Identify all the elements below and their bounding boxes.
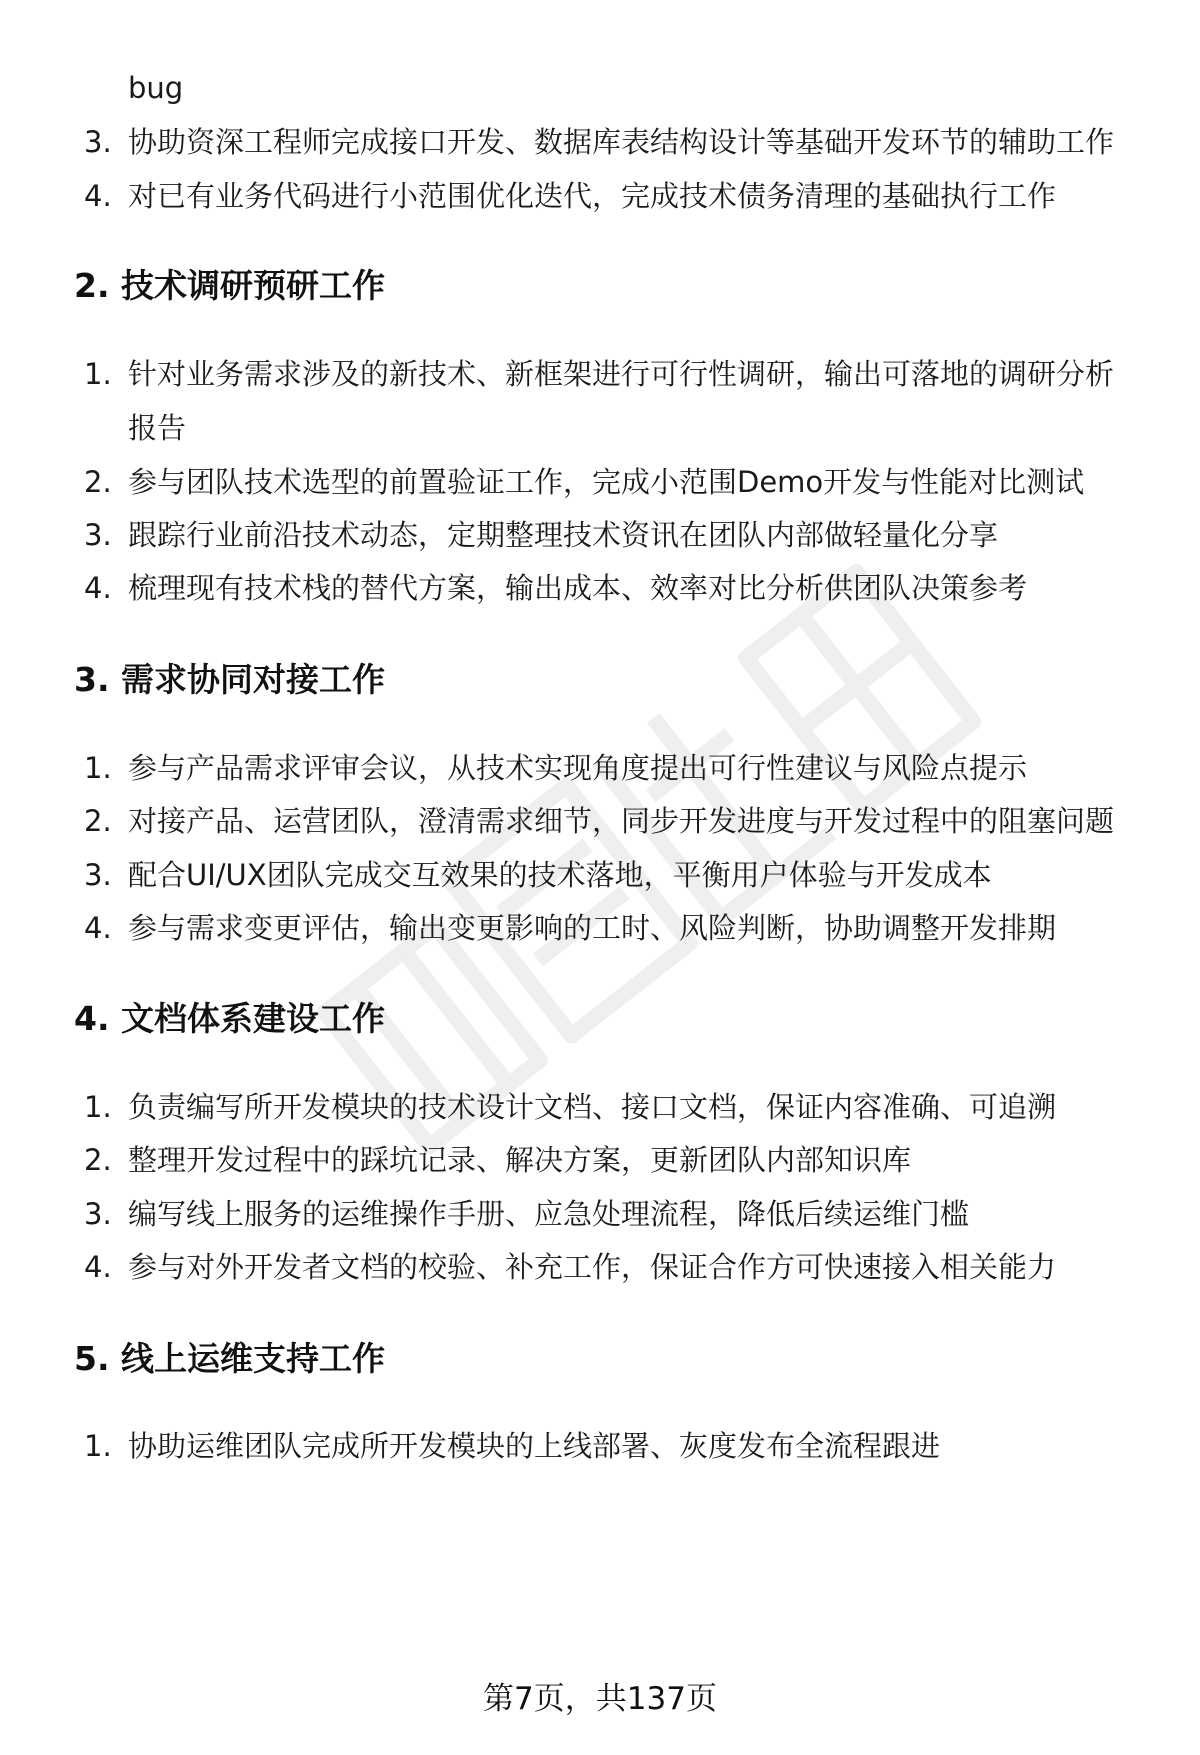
section-heading: 5. 线上运维支持工作 [74,1339,385,1378]
section-heading: 4. 文档体系建设工作 [74,999,385,1038]
list-item-number: 1. [84,751,112,785]
list-item-text: 针对业务需求涉及的新技术、新框架进行可行性调研，输出可落地的调研分析 [128,357,1115,391]
list-item-number: 4. [84,571,112,605]
list-item-number: 3. [84,518,112,552]
list-item-number: 3. [84,858,112,892]
list-item-number: 3. [84,1197,112,1231]
list-item-text: 参与产品需求评审会议，从技术实现角度提出可行性建议与风险点提示 [128,751,1028,785]
list-item-text: 梳理现有技术栈的替代方案，输出成本、效率对比分析供团队决策参考 [128,571,1028,605]
list-item-continuation: 报告 [128,411,187,445]
list-item-text: 协助资深工程师完成接口开发、数据库表结构设计等基础开发环节的辅助工作 [128,125,1115,159]
list-item-number: 1. [84,1429,112,1463]
list-item-number: 4. [84,911,112,945]
list-item-text: 参与对外开发者文档的校验、补充工作，保证合作方可快速接入相关能力 [128,1250,1057,1284]
list-item-text: 参与团队技术选型的前置验证工作，完成小范围Demo开发与性能对比测试 [128,465,1085,499]
list-item-text: 配合UI/UX团队完成交互效果的技术落地，平衡用户体验与开发成本 [128,858,992,892]
section-heading: 3. 需求协同对接工作 [74,660,385,699]
list-item-number: 2. [84,804,112,838]
list-item-number: 2. [84,1143,112,1177]
list-item-number: 4. [84,1250,112,1284]
page-number-footer: 第7页，共137页 [483,1681,717,1717]
list-item-text: 对接产品、运营团队，澄清需求细节，同步开发进度与开发过程中的阻塞问题 [128,804,1115,838]
list-item-number: 3. [84,125,112,159]
section-heading: 2. 技术调研预研工作 [74,266,385,305]
list-item-text: 整理开发过程中的踩坑记录、解决方案，更新团队内部知识库 [128,1143,912,1177]
list-item-text: 负责编写所开发模块的技术设计文档、接口文档，保证内容准确、可追溯 [128,1090,1057,1124]
list-item-text: 参与需求变更评估，输出变更影响的工时、风险判断，协助调整开发排期 [128,911,1057,945]
list-item-text: 编写线上服务的运维操作手册、应急处理流程，降低后续运维门槛 [128,1197,970,1231]
list-item-text: 跟踪行业前沿技术动态，定期整理技术资讯在团队内部做轻量化分享 [128,518,999,552]
list-item-continuation: bug [128,71,184,105]
list-item-number: 4. [84,179,112,213]
list-item-number: 2. [84,465,112,499]
list-item-text: 对已有业务代码进行小范围优化迭代，完成技术债务清理的基础执行工作 [128,179,1057,213]
list-item-number: 1. [84,357,112,391]
list-item-text: 协助运维团队完成所开发模块的上线部署、灰度发布全流程跟进 [128,1429,941,1463]
list-item-number: 1. [84,1090,112,1124]
